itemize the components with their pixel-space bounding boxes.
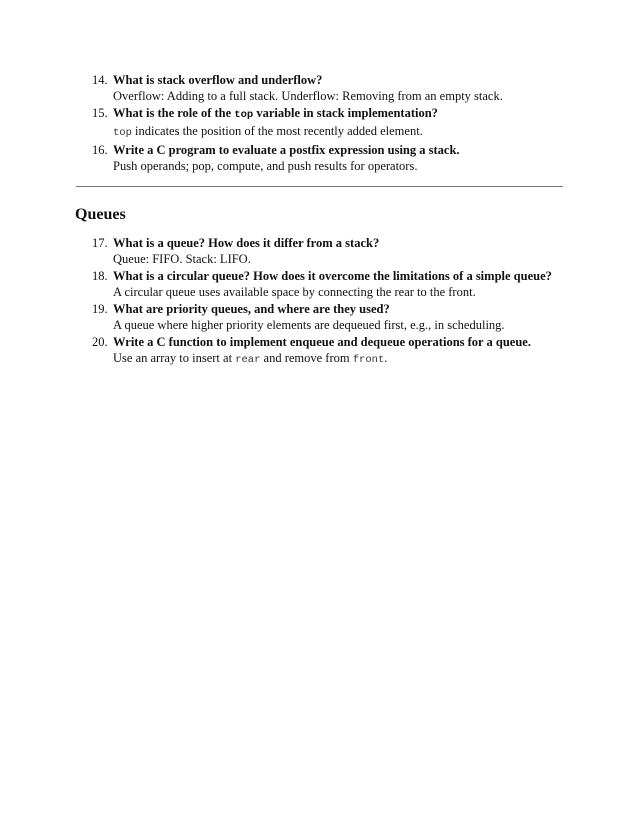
answer-text: A circular queue uses available space by connecting the rear to the front. bbox=[113, 285, 476, 299]
inline-code: front bbox=[352, 354, 385, 366]
question-number: 19. bbox=[92, 302, 108, 316]
question-text-part: variable in stack implementation? bbox=[253, 106, 438, 120]
answer-text: Queue: FIFO. Stack: LIFO. bbox=[113, 252, 251, 266]
answer-text: Push operands; pop, compute, and push results for operators. bbox=[113, 159, 418, 173]
answer-text: Overflow: Adding to a full stack. Underflow: Removing from an empty stack. bbox=[113, 89, 503, 103]
question-text bbox=[113, 105, 582, 123]
list-item bbox=[92, 142, 582, 174]
inline-code: top bbox=[234, 109, 254, 121]
question-number: 18. bbox=[92, 269, 108, 283]
list-item bbox=[92, 105, 582, 141]
answer-text-part: indicates the position of the most recently added element. bbox=[131, 124, 423, 138]
question-number: 17. bbox=[92, 236, 108, 250]
question-number: 20. bbox=[92, 335, 108, 349]
horizontal-divider bbox=[76, 186, 563, 187]
answer-text: A queue where higher priority elements are dequeued first, e.g., in scheduling. bbox=[113, 318, 505, 332]
question-text: What is a circular queue? How does it overcome the limitations of a simple queue? bbox=[113, 269, 552, 283]
question-text: What is a queue? How does it differ from a stack? bbox=[113, 236, 380, 250]
inline-code: top bbox=[113, 127, 132, 139]
answer-text bbox=[113, 123, 582, 141]
answer-text bbox=[113, 350, 582, 368]
stack-question-list bbox=[92, 72, 582, 175]
question-text-part: What is the role of the bbox=[113, 106, 235, 120]
question-number: 16. bbox=[92, 143, 108, 157]
list-item bbox=[92, 72, 582, 104]
section-heading: Queues bbox=[75, 206, 126, 223]
inline-code: rear bbox=[235, 354, 261, 366]
list-item bbox=[92, 334, 582, 368]
question-text: What is stack overflow and underflow? bbox=[113, 73, 323, 87]
question-number: 14. bbox=[92, 73, 108, 87]
question-number: 15. bbox=[92, 106, 108, 120]
question-text: Write a C function to implement enqueue and dequeue operations for a queue. bbox=[113, 335, 531, 349]
question-text: What are priority queues, and where are they used? bbox=[113, 302, 390, 316]
list-item bbox=[92, 235, 582, 267]
answer-text-part: . bbox=[384, 351, 388, 365]
answer-text-part: Use an array to insert at bbox=[113, 351, 236, 365]
list-item bbox=[92, 268, 582, 300]
queue-question-list bbox=[92, 235, 582, 369]
question-text: Write a C program to evaluate a postfix expression using a stack. bbox=[113, 143, 460, 157]
answer-text-part: and remove from bbox=[260, 351, 353, 365]
list-item bbox=[92, 301, 582, 333]
